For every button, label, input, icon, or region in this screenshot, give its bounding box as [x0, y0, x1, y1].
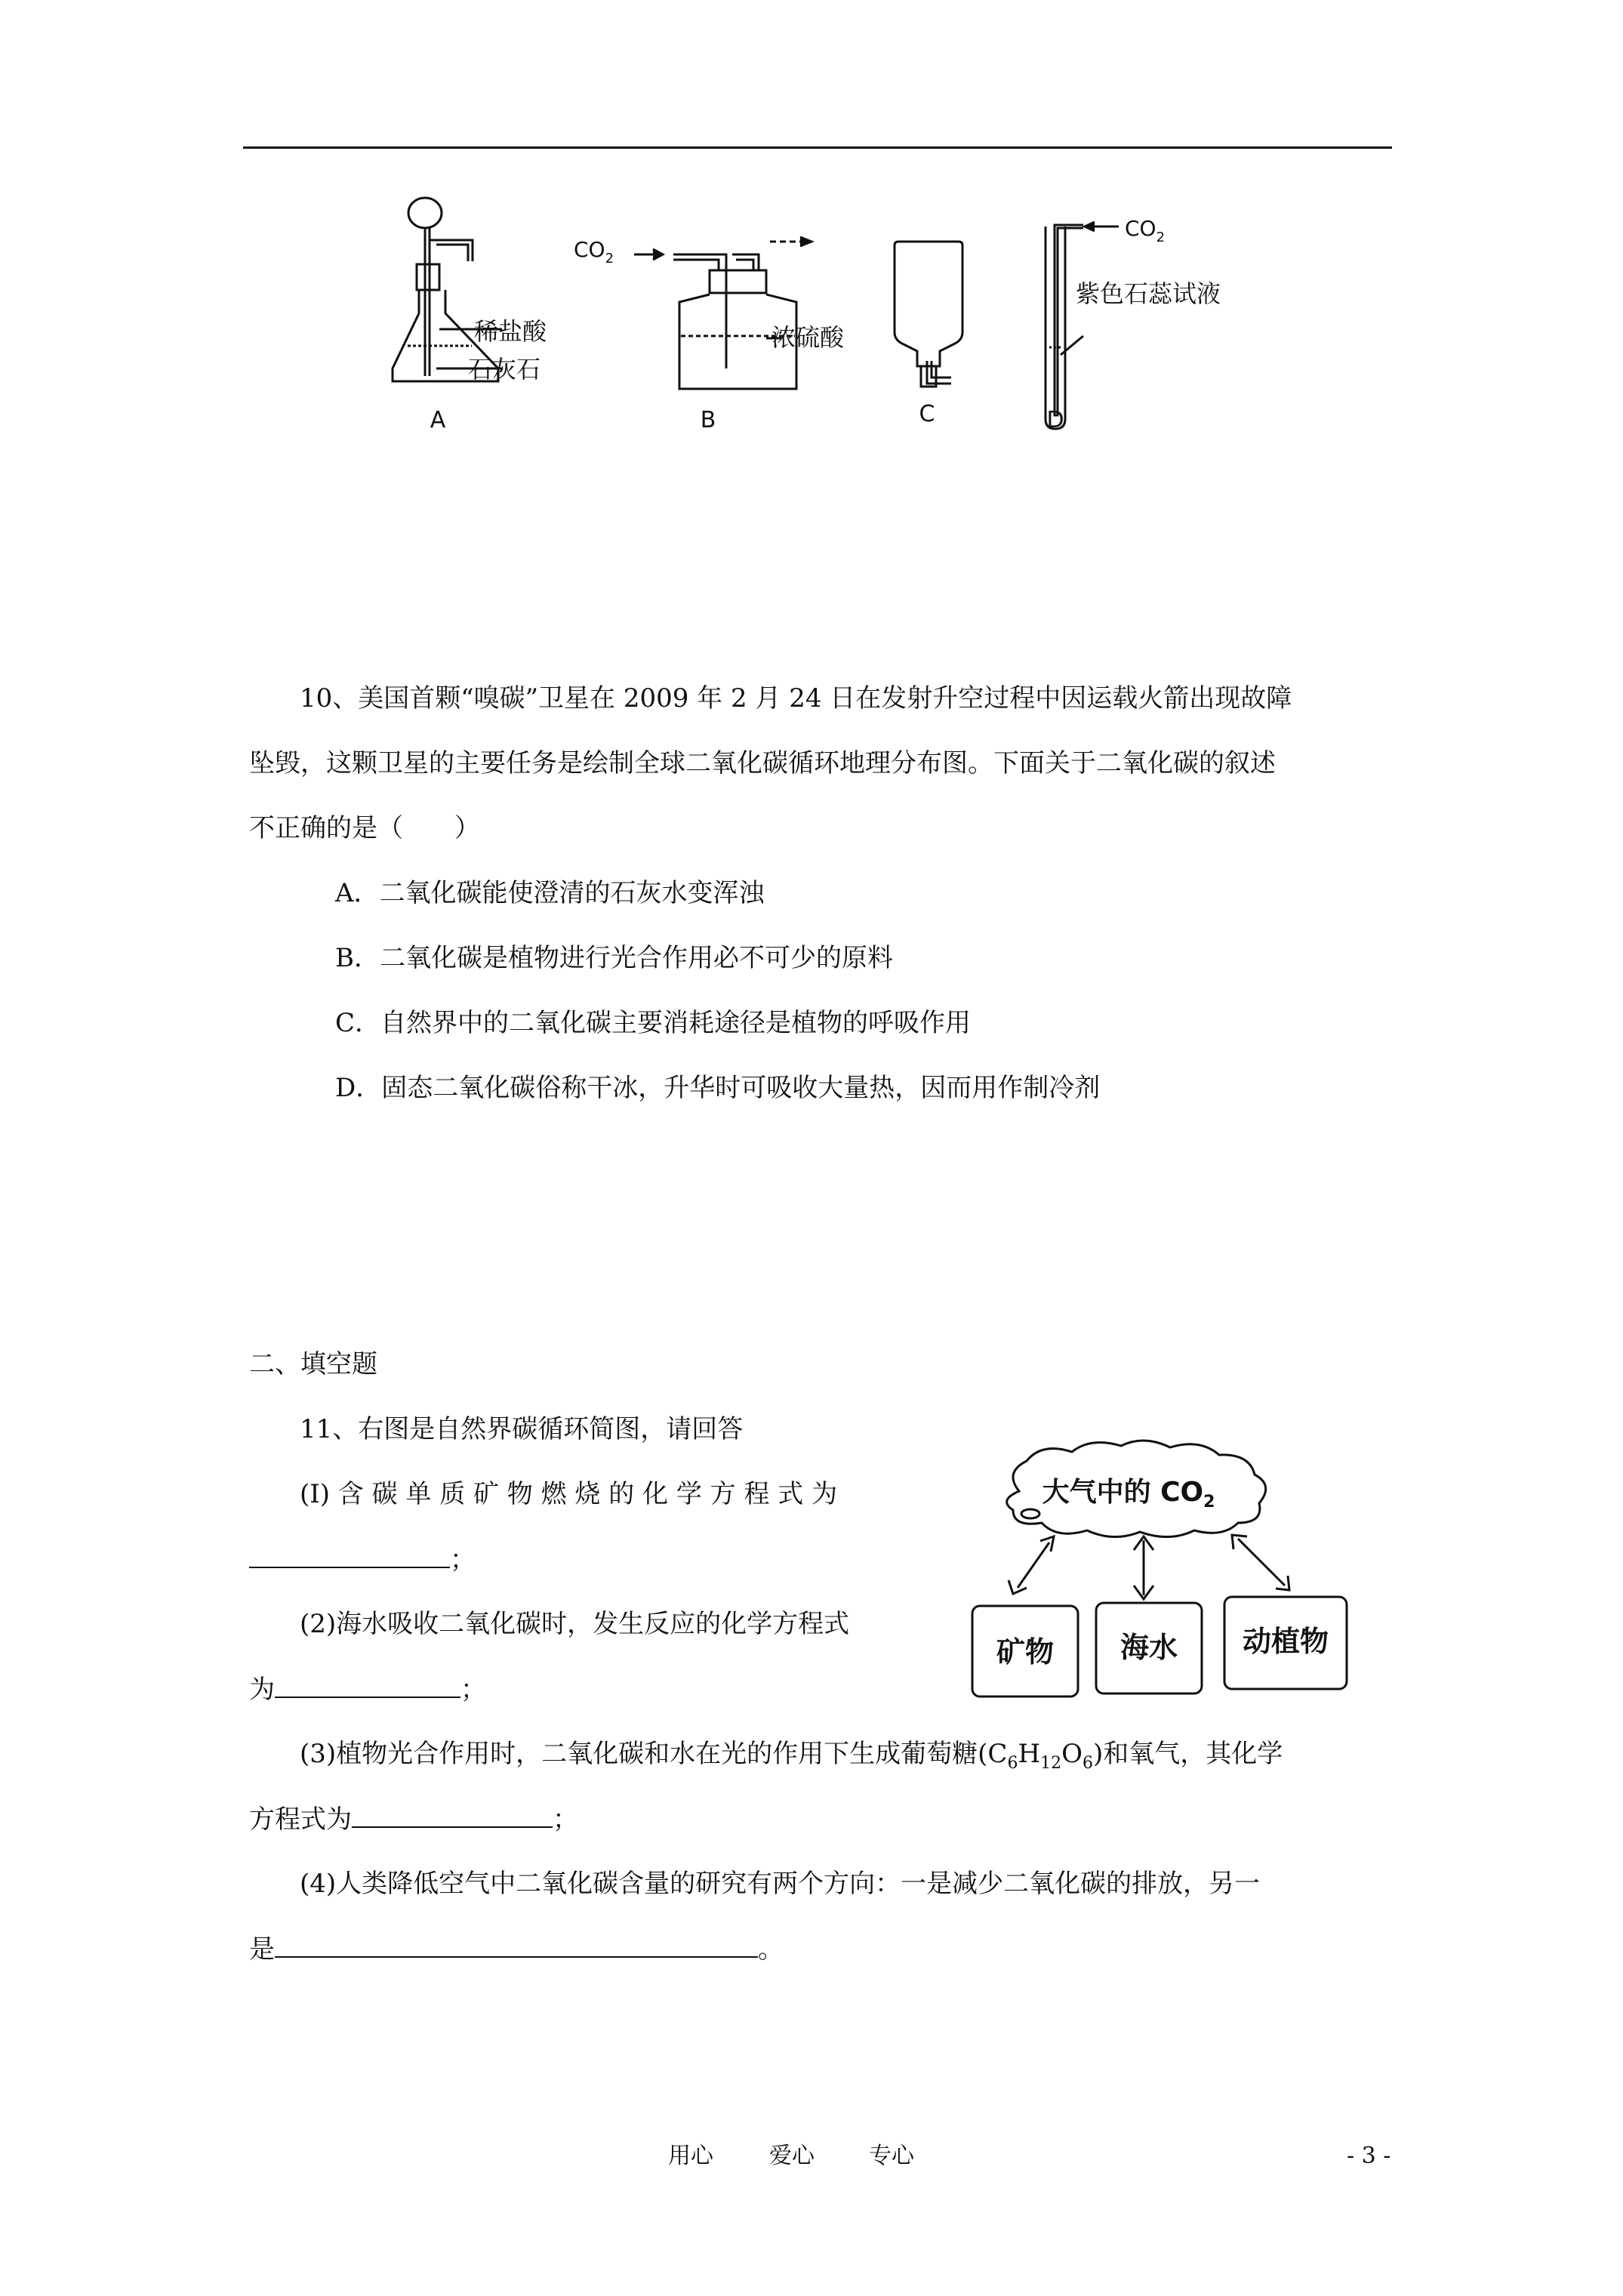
apparatus-c-diagram	[895, 242, 962, 387]
answer-blank-3[interactable]	[352, 1804, 553, 1828]
q10-option-d: D．固态二氧化碳俗称干冰，升华时可吸收大量热，因而用作制冷剂	[335, 1073, 1101, 1103]
label-co2-d: $CO_2$	[1125, 216, 1166, 245]
box-organism-label: 动植物	[1242, 1625, 1329, 1658]
q11-part4: (4)人类降低空气中二氧化碳含量的研究有两个方向：一是减少二氧化碳的排放，另一	[300, 1869, 1261, 1899]
arrow-organism	[1232, 1535, 1289, 1590]
apparatus-a-diagram	[393, 198, 502, 381]
label-b: B	[700, 407, 716, 433]
q11-part4-answer	[249, 1934, 784, 1965]
label-a: A	[430, 407, 446, 433]
label-limestone: 石灰石	[468, 355, 541, 384]
label-litmus: 紫色石蕊试液	[1076, 279, 1221, 308]
q11-part1-end: ；	[450, 1545, 476, 1575]
footer-word-2: 爱心	[769, 2143, 815, 2169]
label-c: C	[919, 401, 935, 427]
q11-part3-prefix: 方程式为	[249, 1804, 352, 1835]
apparatus-b-diagram	[634, 237, 812, 389]
footer-word-1: 用心	[668, 2143, 713, 2169]
cloud-label: 大气中的 $CO_2$	[1042, 1477, 1215, 1512]
label-conc-h2so4: 浓硫酸	[771, 323, 845, 352]
q11-part2-end: ；	[460, 1675, 486, 1705]
answer-blank-4[interactable]	[275, 1934, 758, 1958]
q11-part3-answer	[249, 1804, 578, 1835]
q10-line3: 不正确的是（ ）	[249, 813, 480, 843]
page-number: - 3 -	[1347, 2143, 1391, 2169]
q11-part2-prefix: 为	[249, 1675, 275, 1705]
label-co2-b: $CO_2$	[574, 237, 614, 267]
q11-part3: (3)植物光合作用时，二氧化碳和水在光的作用下生成葡萄糖$(C_6H_{12}O_6)$和氧气，其化学	[300, 1739, 1283, 1773]
q11-part3-end: ；	[553, 1804, 578, 1835]
q10-option-c: C．自然界中的二氧化碳主要消耗途径是植物的呼吸作用	[335, 1008, 972, 1038]
label-dilute-hcl: 稀盐酸	[474, 317, 547, 346]
q11-intro: 11、右图是自然界碳循环简图，请回答	[300, 1414, 744, 1444]
q10-line2: 坠毁，这颗卫星的主要任务是绘制全球二氧化碳循环地理分布图。下面关于二氧化碳的叙述	[249, 748, 1276, 778]
apparatus-d-diagram	[1046, 222, 1119, 429]
arrow-mineral	[1009, 1536, 1054, 1594]
box-seawater-label: 海水	[1119, 1631, 1178, 1664]
box-mineral-label: 矿物	[996, 1635, 1055, 1669]
answer-blank-2[interactable]	[275, 1674, 460, 1698]
q10-option-b: B．二氧化碳是植物进行光合作用必不可少的原料	[335, 943, 893, 973]
carbon-cycle-diagram	[959, 1438, 1381, 1725]
q11-part4-end: 。	[758, 1934, 784, 1965]
label-d: D	[1046, 407, 1064, 433]
section-title: 二、填空题	[249, 1349, 377, 1379]
header-rule	[243, 146, 1392, 149]
apparatus-figure	[377, 189, 1283, 445]
q11-part1-answer	[249, 1544, 476, 1575]
q11-part1: (I) 含 碳 单 质 矿 物 燃 烧 的 化 学 方 程 式 为	[300, 1479, 838, 1509]
q10-line1: 10、美国首颗“嗅碳”卫星在 2009 年 2 月 24 日在发射升空过程中因运载火箭出现故障	[300, 683, 1292, 713]
q10-option-a: A．二氧化碳能使澄清的石灰水变浑浊	[335, 878, 765, 908]
footer-word-3: 专心	[869, 2143, 914, 2169]
arrow-seawater	[1134, 1536, 1153, 1599]
q11-part2-answer	[249, 1674, 486, 1705]
q11-part2: (2)海水吸收二氧化碳时，发生反应的化学方程式	[300, 1609, 850, 1639]
answer-blank-1[interactable]	[249, 1544, 450, 1568]
q11-part4-prefix: 是	[249, 1934, 275, 1965]
